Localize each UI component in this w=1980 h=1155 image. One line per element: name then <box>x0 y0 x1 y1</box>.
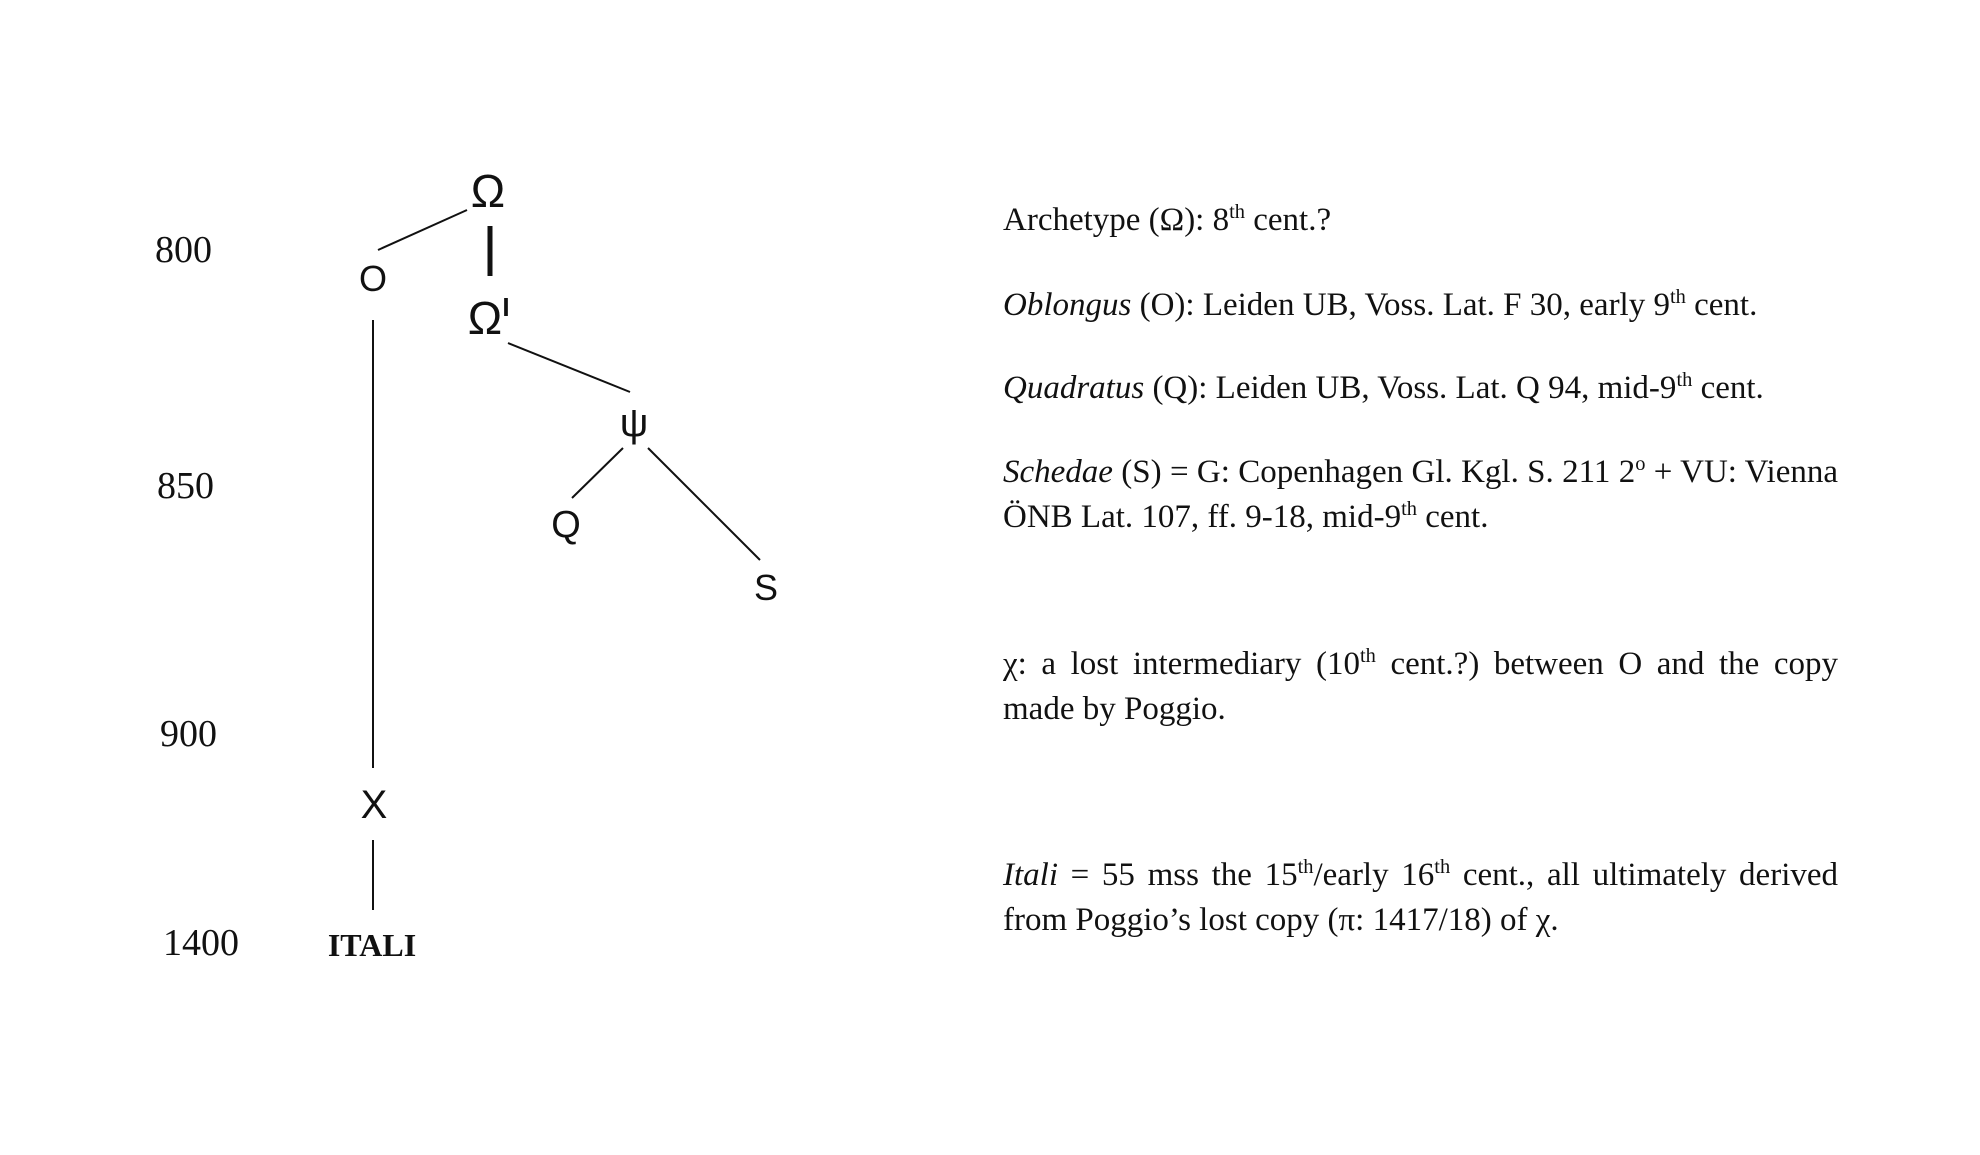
itali-sup-2: th <box>1434 856 1451 878</box>
schedae-name: Schedae <box>1003 454 1113 490</box>
legend-chi <box>1003 642 1838 732</box>
chi-rest: cent.?) between O and the copy made by Poggio. <box>1003 646 1838 727</box>
schedae-sup: th <box>1401 498 1418 520</box>
schedae-rest: cent. <box>1417 499 1489 535</box>
schedae-text: (S) = G: Copenhagen Gl. Kgl. S. 211 2 <box>1112 454 1636 490</box>
quadratus-rest: cent. <box>1692 370 1764 406</box>
edge-psi-s <box>648 448 760 560</box>
node-q: Q <box>551 504 581 546</box>
legend-itali <box>1003 853 1838 943</box>
archetype-sup: th <box>1229 201 1246 223</box>
node-omega-prime: Ω <box>467 292 503 344</box>
legend-schedae <box>1003 450 1838 540</box>
itali-text-2: /early 16 <box>1313 857 1435 893</box>
edge-psi-q <box>572 448 623 498</box>
node-itali: ITALI <box>327 927 417 963</box>
legend-archetype <box>1003 198 1838 243</box>
schedae-text-2: + VU: Vienna ÖNB Lat. 107, ff. 9-18, mid-9 <box>1003 454 1838 535</box>
quadratus-name: Quadratus <box>1003 370 1145 406</box>
node-psi: ψ <box>619 401 649 445</box>
node-s: S <box>753 567 779 608</box>
date-label-800: 800 <box>155 229 212 271</box>
node-o: O <box>358 258 388 299</box>
edge-omega-prime-psi <box>508 343 630 392</box>
oblongus-text: (O): Leiden UB, Voss. Lat. F 30, early 9 <box>1131 287 1670 323</box>
oblongus-sup: th <box>1669 286 1686 308</box>
date-label-850: 850 <box>157 465 214 507</box>
itali-sup-1: th <box>1297 856 1314 878</box>
oblongus-name: Oblongus <box>1003 287 1132 323</box>
node-chi: X <box>360 783 388 827</box>
legend-quadratus <box>1003 366 1838 411</box>
chi-sup: th <box>1359 645 1376 667</box>
chi-text: χ: a lost intermediary (10 <box>1003 646 1360 682</box>
quadratus-sup: th <box>1676 369 1693 391</box>
legend-oblongus <box>1003 283 1838 328</box>
schedae-degree: o <box>1635 453 1646 475</box>
date-label-900: 900 <box>160 713 217 755</box>
node-omega: Ω <box>470 165 506 217</box>
archetype-text: Archetype (Ω): 8 <box>1003 202 1230 238</box>
edge-omega-o <box>378 210 467 250</box>
itali-rest: cent., all ultimately derived from Poggio’s lost copy (π: 1417/18) of χ. <box>1003 857 1839 938</box>
date-label-1400: 1400 <box>163 922 239 964</box>
quadratus-text: (Q): Leiden UB, Voss. Lat. Q 94, mid-9 <box>1144 370 1677 406</box>
itali-name: Itali <box>1003 857 1058 893</box>
oblongus-rest: cent. <box>1685 287 1758 323</box>
itali-text: = 55 mss the 15 <box>1058 857 1298 893</box>
node-omega-prime-mark: I <box>502 292 510 322</box>
archetype-rest: cent.? <box>1245 202 1332 238</box>
